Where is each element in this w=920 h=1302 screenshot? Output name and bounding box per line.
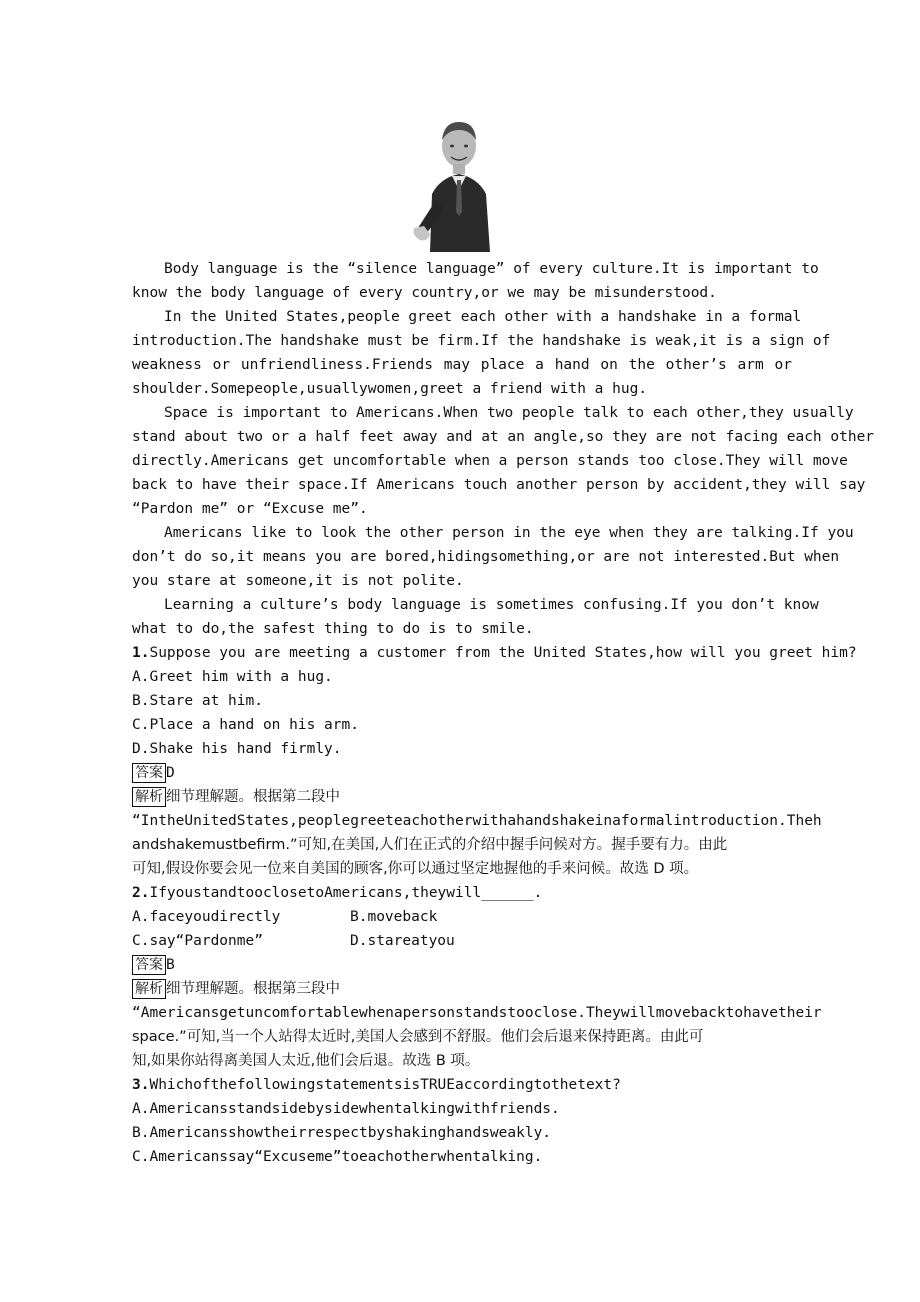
question-1-analysis-line-3: andshakemustbefirm.”可知,在美国,人们在正式的介绍中握手问候对方。握手要有力。由此 <box>132 837 728 853</box>
question-2-option-b: B.moveback <box>350 909 438 925</box>
question-1-option-b: B.Stare at him. <box>132 693 263 709</box>
passage-p1-line-1: Body language is the “silence language” of every culture.It is important to <box>164 261 819 277</box>
question-1-analysis-line-4: 可知,假设你要会见一位来自美国的顾客,你可以通过坚定地握他的手来问候。故选 D 项。 <box>132 861 699 877</box>
document-body <box>132 257 875 1169</box>
passage-p3-line-5: “Pardon me” or “Excuse me”. <box>132 501 368 517</box>
passage-p2-line-1: In the United States,people greet each other with a handshake in a formal <box>164 309 802 325</box>
question-2-analysis-line-3: space.”可知,当一个人站得太近时,美国人会感到不舒服。他们会后退来保持距离。由此可 <box>132 1029 704 1045</box>
question-1-option-c: C.Place a hand on his arm. <box>132 717 359 733</box>
question-1-text: Suppose you are meeting a customer from the United States,how will you greet him? <box>149 645 857 661</box>
analysis-label: 解析 <box>132 979 166 999</box>
question-2-stem <box>132 881 792 905</box>
passage-p5-line-1: Learning a culture’s body language is sometimes confusing.If you don’t know <box>164 597 819 613</box>
question-1-stem <box>132 641 857 665</box>
question-2-options-row-1 <box>132 905 792 929</box>
question-3-text: WhichofthefollowingstatementsisTRUEaccordingtothetext? <box>149 1077 621 1093</box>
answer-label: 答案 <box>132 763 166 783</box>
passage-p1-line-2: know the body language of every country,or we may be misunderstood. <box>132 285 717 301</box>
passage-p5-line-2: what to do,the safest thing to do is to smile. <box>132 621 534 637</box>
question-2-option-a: A.faceyoudirectly <box>132 909 281 925</box>
question-3-option-b: B.Americansshowtheirrespectbyshakinghandsweakly. <box>132 1125 552 1141</box>
question-3-stem <box>132 1073 792 1097</box>
question-2-analysis-line-2: “Americansgetuncomfortablewhenapersonstandstooclose.Theywillmovebacktohavetheir <box>132 1005 822 1021</box>
question-1-analysis-intro: 细节理解题。根据第二段中 <box>166 789 340 805</box>
question-3-number: 3. <box>132 1077 150 1093</box>
passage-p3-line-1: Space is important to Americans.When two people talk to each other,they usually <box>164 405 854 421</box>
businessman-handshake-image <box>412 116 506 252</box>
question-2-analysis-line-1 <box>132 977 792 1001</box>
question-2-answer <box>132 953 792 977</box>
passage-p4-line-2: don’t do so,it means you are bored,hidingsomething,or are not interested.But when <box>132 549 840 565</box>
question-3-option-c: C.Americanssay“Excuseme”toeachotherwhentalking. <box>132 1149 543 1165</box>
question-1-analysis-line-1 <box>132 785 792 809</box>
passage-p3-line-2: stand about two or a half feet away and at an angle,so they are not facing each other <box>132 429 875 445</box>
question-1-option-a: A.Greet him with a hug. <box>132 669 333 685</box>
passage-p4-line-3: you stare at someone,it is not polite. <box>132 573 464 589</box>
question-3-option-a: A.Americansstandsidebysidewhentalkingwithfriends. <box>132 1101 560 1117</box>
passage-p3-line-4: back to have their space.If Americans touch another person by accident,they will say <box>132 477 866 493</box>
question-2-text: IfyoustandtooclosetoAmericans,theywill______. <box>149 885 543 901</box>
question-1-answer-value: D <box>166 765 175 781</box>
question-1-option-d: D.Shake his hand firmly. <box>132 741 342 757</box>
passage-p2-line-2: introduction.The handshake must be firm.If the handshake is weak,it is a sign of <box>132 333 831 349</box>
answer-label: 答案 <box>132 955 166 975</box>
passage-p4-line-1: Americans like to look the other person in the eye when they are talking.If you <box>164 525 854 541</box>
question-2-option-d: D.stareatyou <box>350 933 455 949</box>
question-2-analysis-line-4: 知,如果你站得离美国人太近,他们会后退。故选 B 项。 <box>132 1053 480 1069</box>
question-1-analysis-line-2: “IntheUnitedStates,peoplegreeteachotherwithahandshakeinaformalintroduction.Theh <box>132 813 822 829</box>
question-2-options-row-2 <box>132 929 792 953</box>
question-2-option-c: C.say“Pardonme” <box>132 933 263 949</box>
question-2-analysis-intro: 细节理解题。根据第三段中 <box>166 981 340 997</box>
passage-p3-line-3: directly.Americans get uncomfortable when a person stands too close.They will move <box>132 453 848 469</box>
analysis-label: 解析 <box>132 787 166 807</box>
question-1-answer <box>132 761 792 785</box>
question-2-answer-value: B <box>166 957 175 973</box>
question-2-number: 2. <box>132 885 150 901</box>
question-1-number: 1. <box>132 645 150 661</box>
passage-p2-line-3: weakness or unfriendliness.Friends may place a hand on the other’s arm or <box>132 357 792 373</box>
passage-p2-line-4: shoulder.Somepeople,usuallywomen,greet a friend with a hug. <box>132 381 648 397</box>
